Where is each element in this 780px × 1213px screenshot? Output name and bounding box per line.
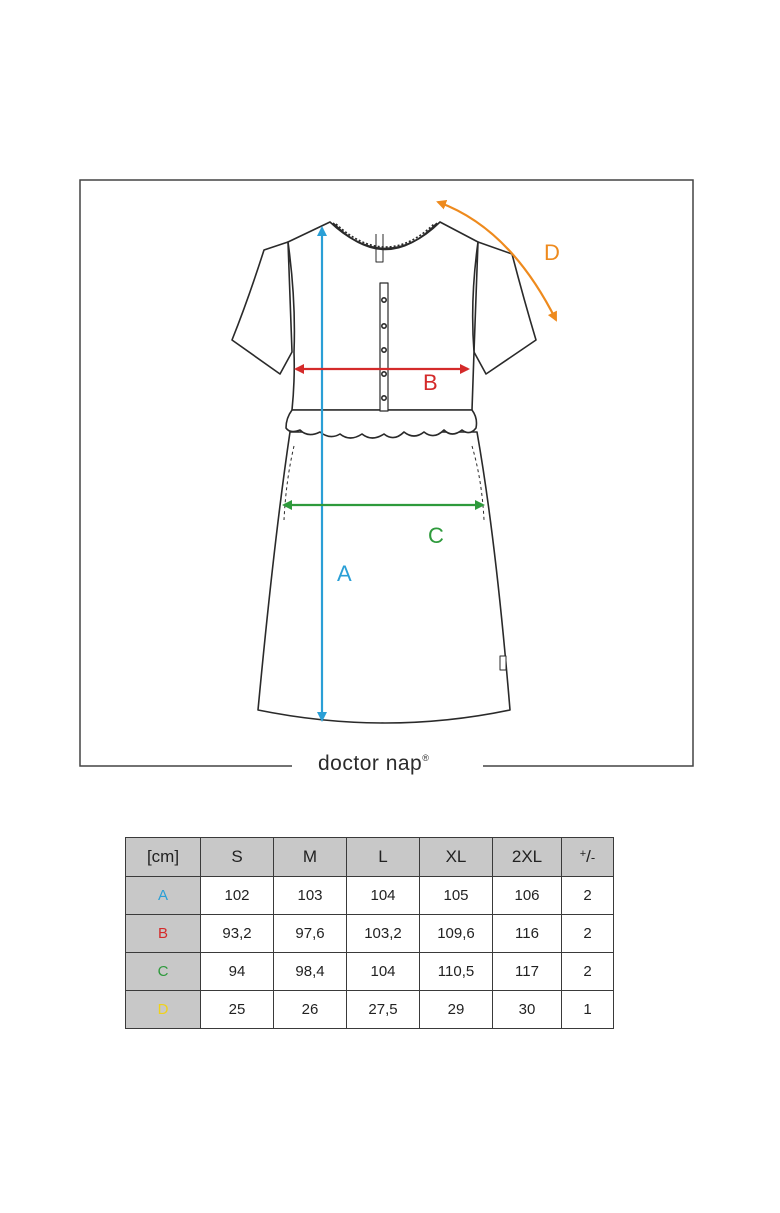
table-cell: 116 [493, 915, 562, 953]
measure-b-label: B [423, 370, 438, 395]
size-header: XL [420, 838, 493, 877]
table-row [126, 953, 614, 991]
brand-logo: doctor nap® [318, 752, 430, 775]
table-header-row [126, 838, 614, 877]
table-cell: 117 [493, 953, 562, 991]
table-cell: 106 [493, 877, 562, 915]
size-header: M [274, 838, 347, 877]
table-cell: 102 [201, 877, 274, 915]
size-header: L [347, 838, 420, 877]
row-key-a: A [126, 877, 201, 915]
size-header: 2XL [493, 838, 562, 877]
table-cell: 25 [201, 991, 274, 1029]
table-cell: 93,2 [201, 915, 274, 953]
tolerance-cell: 1 [562, 991, 614, 1029]
table-cell: 104 [347, 877, 420, 915]
table-cell: 26 [274, 991, 347, 1029]
table-row [126, 877, 614, 915]
tolerance-header: +/- [562, 838, 614, 877]
right-sleeve [474, 242, 536, 374]
table-cell: 97,6 [274, 915, 347, 953]
table-cell: 105 [420, 877, 493, 915]
ruffle [286, 410, 477, 438]
left-sleeve [232, 242, 292, 374]
measure-c-label: C [428, 523, 444, 548]
size-header: S [201, 838, 274, 877]
table-cell: 94 [201, 953, 274, 991]
tolerance-cell: 2 [562, 953, 614, 991]
dress-illustration [232, 222, 536, 723]
row-key-d: D [126, 991, 201, 1029]
row-key-c: C [126, 953, 201, 991]
unit-header: [cm] [126, 838, 201, 877]
table-cell: 103 [274, 877, 347, 915]
measure-d-label: D [544, 240, 560, 265]
table-row [126, 915, 614, 953]
table-cell: 110,5 [420, 953, 493, 991]
table-cell: 104 [347, 953, 420, 991]
table-cell: 27,5 [347, 991, 420, 1029]
table-cell: 103,2 [347, 915, 420, 953]
tolerance-cell: 2 [562, 877, 614, 915]
table-cell: 29 [420, 991, 493, 1029]
table-cell: 30 [493, 991, 562, 1029]
table-cell: 98,4 [274, 953, 347, 991]
tolerance-cell: 2 [562, 915, 614, 953]
size-chart-table [125, 837, 614, 1029]
measure-a-label: A [337, 561, 352, 586]
table-row [126, 991, 614, 1029]
table-cell: 109,6 [420, 915, 493, 953]
skirt [258, 432, 510, 723]
row-key-b: B [126, 915, 201, 953]
